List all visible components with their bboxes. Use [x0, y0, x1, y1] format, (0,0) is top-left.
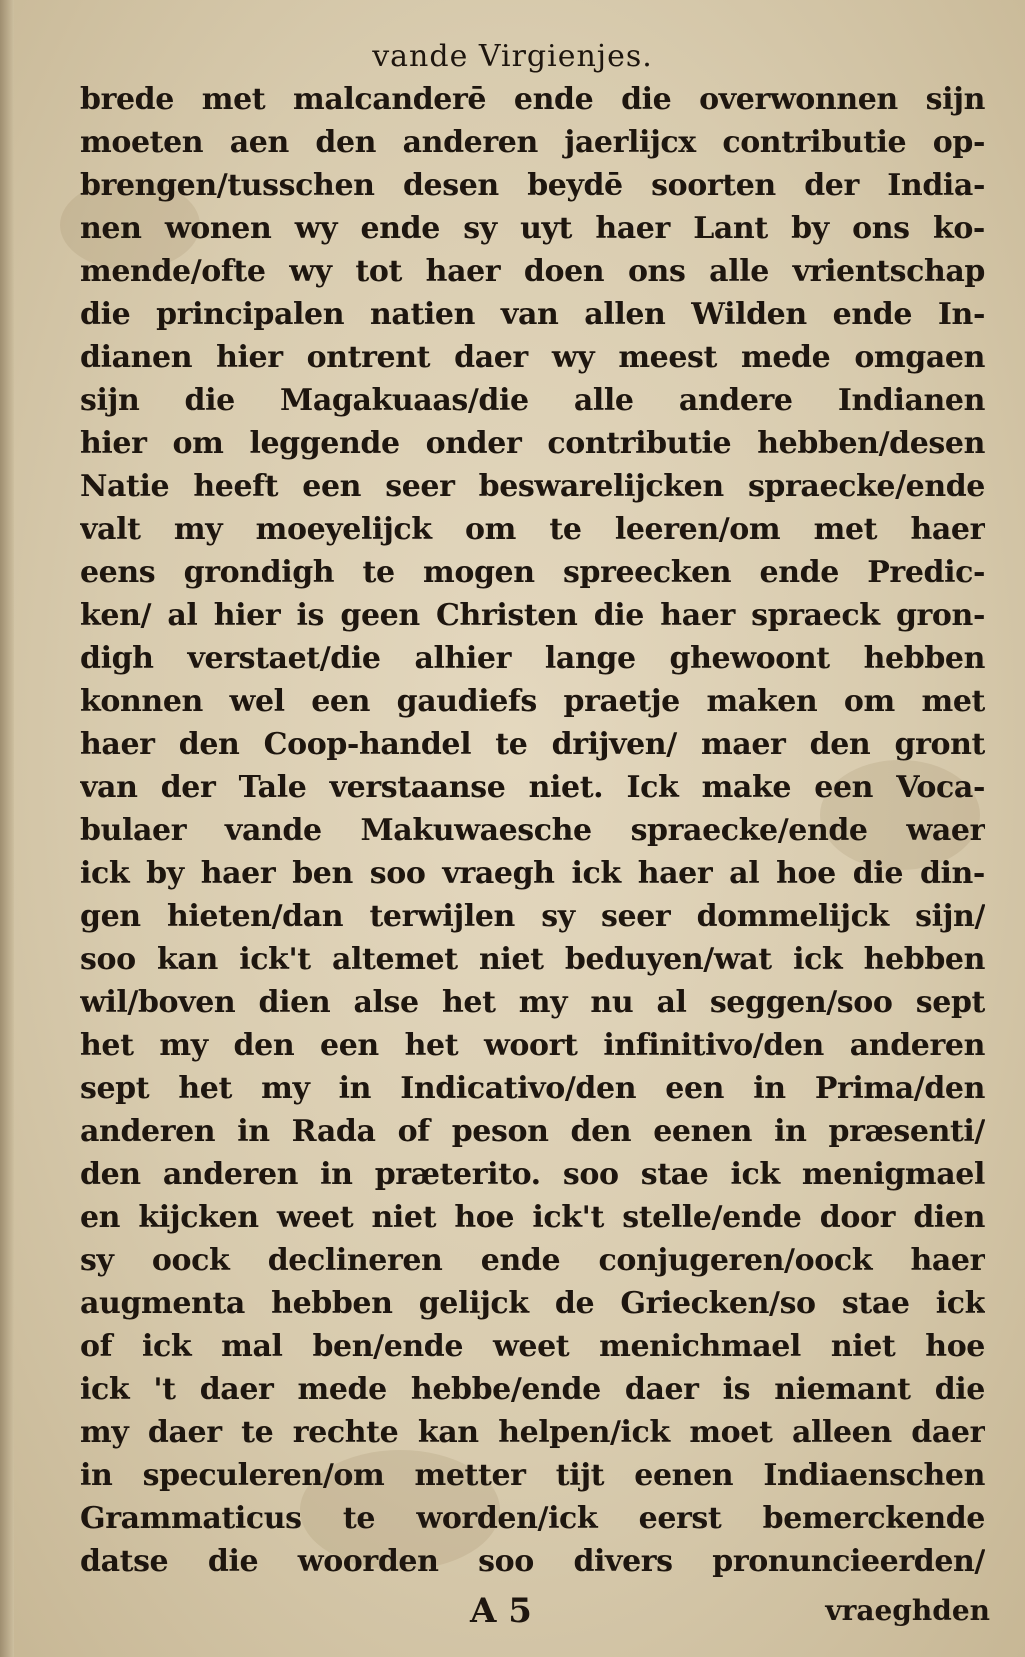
text-line: datse die woorden soo divers pronuncieerden/ — [80, 1544, 985, 1579]
text-line: Grammaticus te worden/ick eerst bemerckende — [80, 1501, 985, 1536]
text-line: het my den een het woort infinitivo/den anderen — [80, 1028, 985, 1063]
text-line: my daer te rechte kan helpen/ick moet alleen daer — [80, 1415, 985, 1450]
signature-mark: A 5 — [470, 1591, 532, 1631]
text-line: ick by haer ben soo vraegh ick haer al hoe die din- — [80, 856, 985, 891]
text-line: soo kan ick't altemet niet beduyen/wat ick hebben — [80, 942, 985, 977]
catchword: vraeghden — [825, 1594, 990, 1627]
text-line: augmenta hebben gelijck de Griecken/so stae ick — [80, 1286, 985, 1321]
text-line: Natie heeft een seer beswarelijcken spraecke/ende — [80, 469, 985, 504]
running-head: vande Virgienjes. — [372, 39, 653, 74]
text-line: wil/boven dien alse het my nu al seggen/soo sept — [80, 985, 985, 1020]
text-line: sijn die Magakuaas/die alle andere Indianen — [80, 383, 985, 418]
text-line: sept het my in Indicativo/den een in Prima/den — [80, 1071, 985, 1106]
text-line: eens grondigh te mogen spreecken ende Predic- — [80, 555, 985, 590]
text-line: brengen/tusschen desen beydē soorten der India- — [80, 168, 985, 203]
text-line: digh verstaet/die alhier lange ghewoont hebben — [80, 641, 985, 676]
text-line: sy oock declineren ende conjugeren/oock haer — [80, 1243, 985, 1278]
text-block — [80, 38, 990, 1635]
page-gutter — [0, 0, 14, 1657]
text-line: moeten aen den anderen jaerlijcx contributie op- — [80, 125, 985, 160]
text-line: in speculeren/om metter tijt eenen Indiaenschen — [80, 1458, 985, 1493]
text-line: die principalen natien van allen Wilden ende In- — [80, 297, 985, 332]
text-line: haer den Coop-handel te drijven/ maer den gront — [80, 727, 985, 762]
text-line: hier om leggende onder contributie hebben/desen — [80, 426, 985, 461]
text-line: anderen in Rada of peson den eenen in præsenti/ — [80, 1114, 985, 1149]
text-line: nen wonen wy ende sy uyt haer Lant by ons ko- — [80, 211, 985, 246]
text-line: valt my moeyelijck om te leeren/om met haer — [80, 512, 985, 547]
text-line: konnen wel een gaudiefs praetje maken om met — [80, 684, 985, 719]
text-line: van der Tale verstaanse niet. Ick make een Voca- — [80, 770, 985, 805]
text-line: bulaer vande Makuwaesche spraecke/ende waer — [80, 813, 985, 848]
text-line: brede met malcanderē ende die overwonnen sijn — [80, 82, 985, 117]
text-line: dianen hier ontrent daer wy meest mede omgaen — [80, 340, 985, 375]
text-line: ken/ al hier is geen Christen die haer spraeck gron- — [80, 598, 985, 633]
text-line: den anderen in præterito. soo stae ick menigmael — [80, 1157, 985, 1192]
text-line: en kijcken weet niet hoe ick't stelle/ende door dien — [80, 1200, 985, 1235]
page-footer — [80, 1587, 990, 1635]
text-line: gen hieten/dan terwijlen sy seer dommelijck sijn/ — [80, 899, 985, 934]
text-line: ick 't daer mede hebbe/ende daer is niemant die — [80, 1372, 985, 1407]
body-text — [80, 78, 985, 1583]
text-line: mende/ofte wy tot haer doen ons alle vrientschap — [80, 254, 985, 289]
text-line: of ick mal ben/ende weet menichmael niet hoe — [80, 1329, 985, 1364]
